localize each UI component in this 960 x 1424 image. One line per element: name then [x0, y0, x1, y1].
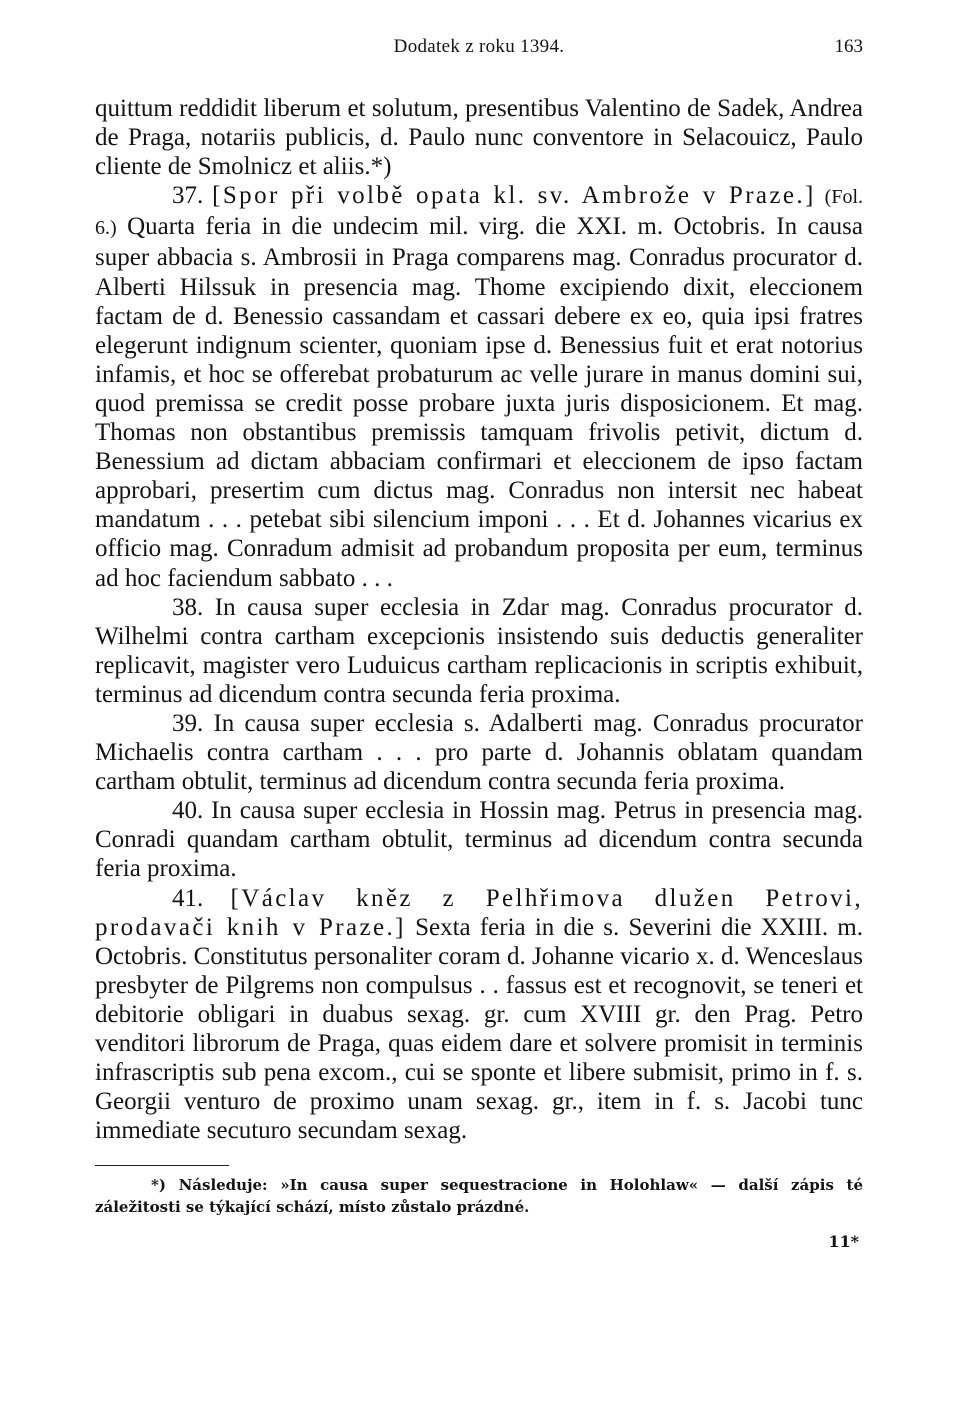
entry-37	[95, 181, 863, 592]
page	[95, 36, 863, 1251]
entry-37-number: 37.	[172, 182, 204, 210]
entry-41-heading: [Václav kněz z Pelhřimova dlužen Petrovi, prodavači knih v Praze.]	[95, 884, 863, 941]
entry-41-number: 41.	[172, 884, 204, 912]
page-header	[95, 36, 863, 66]
running-title: Dodatek z roku 1394.	[393, 36, 565, 57]
entry-38: 38. In causa super ecclesia in Zdar mag. Conradus procurator d. Wilhelmi contra cartham excepcionis insistendo suis deductis generaliter replicavit, magister vero Luduicus cartham replicacionis in scriptis exhibuit, terminus ad dicendum contra secunda feria proxima.	[95, 593, 863, 708]
entry-40: 40. In causa super ecclesia in Hossin mag. Petrus in presencia mag. Conradi quandam cartham obtulit, terminus ad dicendum contra secunda feria proxima.	[95, 797, 863, 883]
entry-37-text: Quarta feria in die undecim mil. virg. die XXI. m. Octobris. In causa super abbacia s. Ambrosii in Praga comparens mag. Conradus procurator d. Alberti Hilssuk in presencia mag. Thome excipiendo dixit, eleccionem factam de d. Benessio cassandam et cassari debere ex eo, quia ipsi fratres elegerunt indignum scienter, quoniam ipse d. Benessius fuit et erat notorius infamis, et hoc se offerebat probaturum ac velle jurare in manus domini sui, quod premissa se credit posse probare juxta juris disposicionem. Et mag. Thomas non obstantibus premissis tamquam frivolis petivit, dictum d. Benessium ad dictam abbaciam confirmari et eleccionem de ipso factam approbari, presertim cum dictus mag. Conradus non intersit nec habeat mandatum . . . petebat sibi silencium imponi . . . Et d. Johannes vicarius ex officio mag. Conradum admisit ad probandum proposita per eum, terminus ad hoc faciendum sabbato . . .	[95, 213, 863, 592]
entry-41	[95, 884, 863, 1146]
signature-mark: 11*	[828, 1232, 859, 1252]
entry-37-folio: (Fol. 6.)	[95, 186, 864, 240]
body-text	[95, 94, 863, 1145]
footnote-divider	[95, 1165, 229, 1166]
entry-37-heading: [Spor při volbě opata kl. sv. Ambrože v Praze.]	[212, 182, 816, 210]
paragraph-intro: quittum reddidit liberum et solutum, presentibus Valentino de Sadek, Andrea de Praga, notariis publicis, d. Paulo nunc conventore in Selacouicz, Paulo cliente de Smolnicz et aliis.*)	[95, 95, 863, 181]
footnote: *) Následuje: »In causa super sequestracione in Holohlaw« — další zápis té záležitosti se týkající schází, místo zůstalo prázdné.	[95, 1176, 863, 1217]
entry-41-text: Sexta feria in die s. Severini die XXIII. m. Octobris. Constitutus personaliter coram d. Johanne vicario x. d. Wenceslaus presbyter de Pilgrems non compulsus . . fassus est et recognovit, se teneri et debitorie obligari in duabus sexag. gr. cum XVIII gr. den Prag. Petro venditori librorum de Praga, quas eidem dare et solvere promisit in terminis infrascriptis sub pena excom., cui se sponte et libere submisit, primo in f. s. Georgii venturo de proximo unam sexag. gr., item in f. s. Jacobi tunc immediate secuturo secundam sexag.	[95, 913, 863, 1145]
entry-39: 39. In causa super ecclesia s. Adalberti mag. Conradus procurator Michaelis contra cartham . . . pro parte d. Johannis oblatam quandam cartham obtulit, terminus ad dicendum contra secunda feria proxima.	[95, 709, 863, 796]
page-number: 163	[834, 36, 863, 57]
